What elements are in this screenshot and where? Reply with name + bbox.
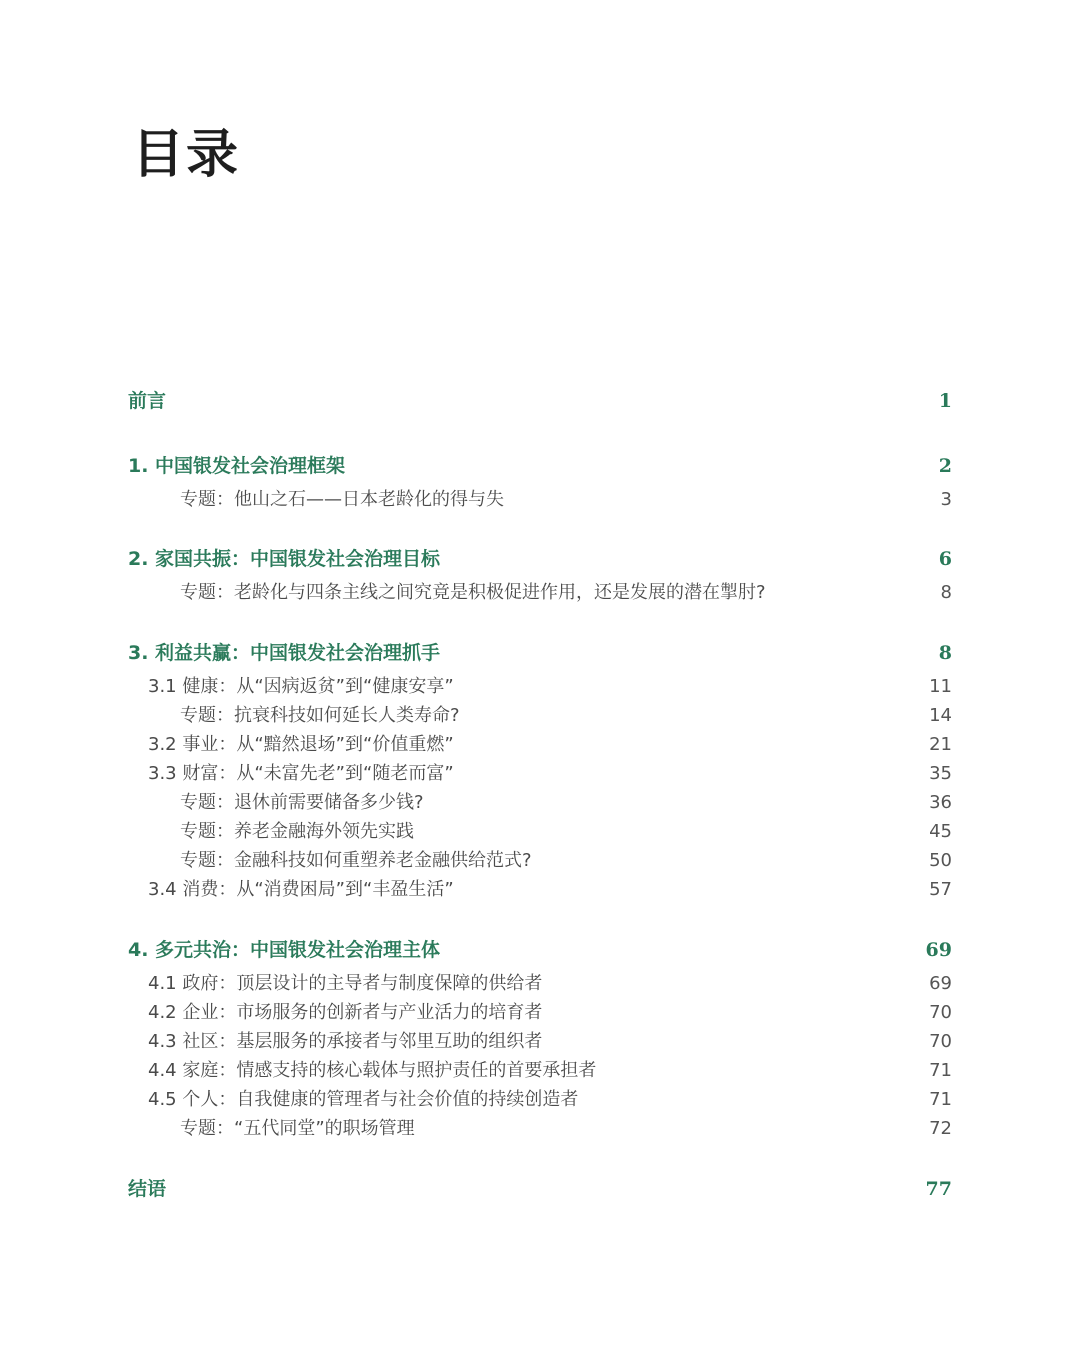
toc-entry-topic[interactable] <box>0 788 1072 818</box>
toc-entry-topic[interactable] <box>0 1114 1072 1144</box>
toc-entry-section-3-4[interactable] <box>0 875 1072 905</box>
toc-entry-chapter-3[interactable] <box>0 638 1072 668</box>
toc-page-number: 57 <box>929 879 952 900</box>
toc-entry-label: 前言 <box>128 390 167 412</box>
toc-entry-chapter-1[interactable] <box>0 451 1072 481</box>
toc-page-number: 21 <box>929 734 952 755</box>
toc-entry-label: 2. 家国共振：中国银发社会治理目标 <box>128 548 441 570</box>
toc-entry-label: 专题：金融科技如何重塑养老金融供给范式? <box>180 850 532 871</box>
toc-entry-section-4-2[interactable] <box>0 998 1072 1028</box>
toc-entry-section-4-5[interactable] <box>0 1085 1072 1115</box>
toc-entry-label: 专题：老龄化与四条主线之间究竟是积极促进作用，还是发展的潜在掣肘? <box>180 582 766 603</box>
toc-entry-label: 4.1 政府：顶层设计的主导者与制度保障的供给者 <box>148 973 543 994</box>
toc-page-number: 45 <box>929 821 952 842</box>
toc-page-number: 71 <box>929 1089 952 1110</box>
toc-page-number: 69 <box>925 939 952 961</box>
toc-page-number: 71 <box>929 1060 952 1081</box>
toc-entry-label: 3.3 财富：从“未富先老”到“随老而富” <box>148 763 454 784</box>
toc-entry-label: 专题：养老金融海外领先实践 <box>180 821 414 842</box>
toc-entry-label: 4.4 家庭：情感支持的核心载体与照护责任的首要承担者 <box>148 1060 597 1081</box>
toc-page-number: 8 <box>940 582 952 603</box>
toc-page-number: 14 <box>929 705 952 726</box>
toc-page-number: 36 <box>929 792 952 813</box>
toc-page-number: 6 <box>938 548 952 570</box>
toc-page-number: 70 <box>929 1002 952 1023</box>
toc-entry-label: 专题：“五代同堂”的职场管理 <box>180 1118 415 1139</box>
toc-entry-label: 3. 利益共赢：中国银发社会治理抓手 <box>128 642 441 664</box>
toc-page-number: 77 <box>925 1178 952 1200</box>
toc-entry-label: 专题：抗衰科技如何延长人类寿命? <box>180 705 460 726</box>
toc-page-number: 70 <box>929 1031 952 1052</box>
toc-entry-label: 4.3 社区：基层服务的承接者与邻里互助的组织者 <box>148 1031 543 1052</box>
toc-entry-section-4-1[interactable] <box>0 969 1072 999</box>
toc-entry-section-4-3[interactable] <box>0 1027 1072 1057</box>
toc-entry-label: 专题：他山之石——日本老龄化的得与失 <box>180 489 504 510</box>
toc-entry-label: 3.2 事业：从“黯然退场”到“价值重燃” <box>148 734 454 755</box>
toc-page-number: 1 <box>938 390 952 412</box>
toc-entry-section-3-3[interactable] <box>0 759 1072 789</box>
toc-entry-label: 3.1 健康：从“因病返贫”到“健康安享” <box>148 676 454 697</box>
toc-entry-preface[interactable] <box>0 386 1072 416</box>
toc-page-number: 50 <box>929 850 952 871</box>
toc-entry-topic[interactable] <box>0 846 1072 876</box>
toc-entry-topic[interactable] <box>0 578 1072 608</box>
toc-page-number: 35 <box>929 763 952 784</box>
toc-entry-topic[interactable] <box>0 701 1072 731</box>
toc-entry-chapter-4[interactable] <box>0 935 1072 965</box>
toc-page-number: 3 <box>940 489 952 510</box>
toc-entry-label: 4.2 企业：市场服务的创新者与产业活力的培育者 <box>148 1002 543 1023</box>
toc-entry-label: 4. 多元共治：中国银发社会治理主体 <box>128 939 441 961</box>
toc-page-number: 72 <box>929 1118 952 1139</box>
toc-page-number: 8 <box>938 642 952 664</box>
toc-entry-chapter-2[interactable] <box>0 544 1072 574</box>
toc-entry-label: 专题：退休前需要储备多少钱? <box>180 792 424 813</box>
toc-entry-label: 结语 <box>128 1178 167 1200</box>
toc-entry-topic[interactable] <box>0 817 1072 847</box>
toc-entry-section-4-4[interactable] <box>0 1056 1072 1086</box>
toc-entry-label: 1. 中国银发社会治理框架 <box>128 455 346 477</box>
toc-page-number: 69 <box>929 973 952 994</box>
toc-page-number: 2 <box>938 455 952 477</box>
toc-entry-conclusion[interactable] <box>0 1174 1072 1204</box>
page-title: 目录 <box>132 124 241 185</box>
toc-entry-section-3-2[interactable] <box>0 730 1072 760</box>
toc-entry-topic[interactable] <box>0 485 1072 515</box>
toc-entry-label: 3.4 消费：从“消费困局”到“丰盈生活” <box>148 879 454 900</box>
toc-page-number: 11 <box>929 676 952 697</box>
toc-entry-label: 4.5 个人：自我健康的管理者与社会价值的持续创造者 <box>148 1089 579 1110</box>
toc-entry-section-3-1[interactable] <box>0 672 1072 702</box>
